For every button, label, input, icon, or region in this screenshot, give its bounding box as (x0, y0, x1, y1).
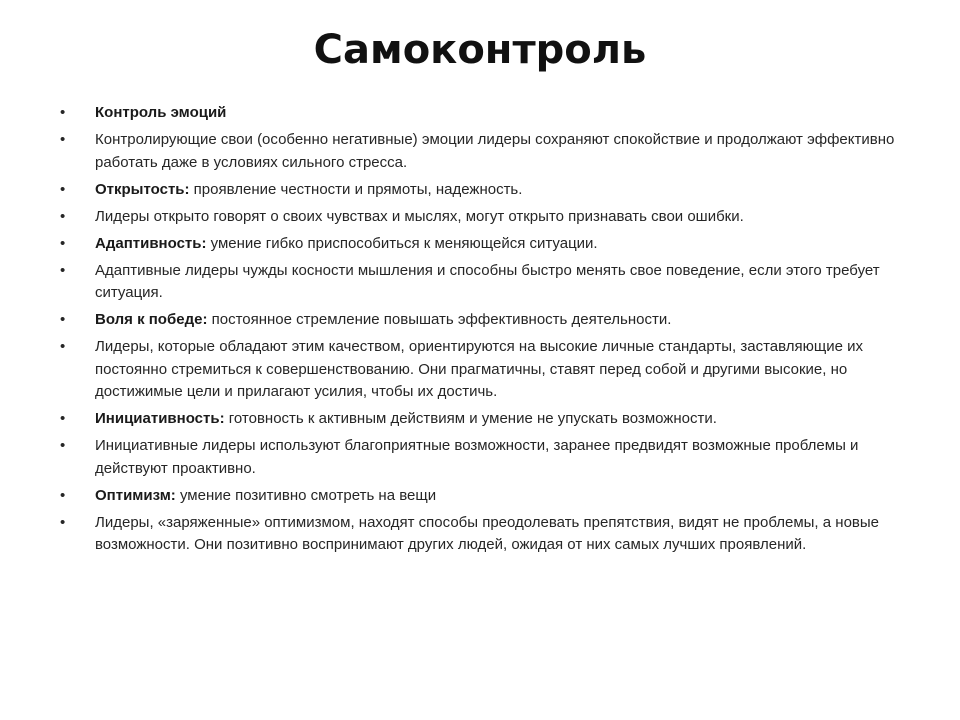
bullet-dot-icon: • (60, 410, 66, 427)
bullet-item-optimism-description (60, 512, 900, 557)
bullet-item-will-to-win (60, 309, 900, 332)
bullet-text: умение позитивно смотреть на вещи (175, 486, 437, 504)
bullet-text: Контролирующие свои (особенно негативные) эмоции лидеры сохраняют спокойствие и продолжают эффективно работать даже в условиях сильного стресса. (95, 131, 895, 171)
bullet-item-control-description (60, 129, 900, 174)
bullet-item-adaptability-description (60, 260, 900, 305)
bullet-item-will-to-win-description (60, 336, 900, 404)
bullet-heading: Открытость: (95, 180, 190, 198)
bullet-dot-icon: • (60, 104, 66, 121)
bullet-item-optimism (60, 485, 900, 508)
bullet-text: Лидеры, которые обладают этим качеством, ориентируются на высокие личные стандарты, заставляющие их постоянно стремиться к совершенствованию. Они прагматичны, ставят перед собой и другими высокие, но достижимые цели и прилагают усилия, чтобы их достичь. (95, 338, 863, 400)
bullet-text: постоянное стремление повышать эффективность деятельности. (207, 311, 672, 328)
bullet-dot-icon: • (60, 131, 66, 148)
bullet-heading: Адаптивность: (95, 234, 207, 252)
bullet-text: готовность к активным действиям и умение не упускать возможности. (224, 410, 717, 427)
bullet-dot-icon: • (60, 207, 66, 225)
bullet-text: Инициативные лидеры используют благоприятные возможности, заранее предвидят возможные проблемы и действуют проактивно. (95, 437, 859, 477)
bullet-heading: Инициативность: (95, 410, 225, 427)
bullet-item-initiative-description (60, 435, 900, 480)
bullet-heading: Воля к победе: (95, 311, 208, 328)
bullet-text: умение гибко приспособиться к меняющейся ситуации. (206, 234, 598, 252)
bullet-dot-icon: • (60, 234, 66, 252)
bullet-item-adaptability (60, 233, 900, 256)
bullet-dot-icon: • (60, 311, 66, 328)
bullet-text: Лидеры открыто говорят о своих чувствах и мыслях, могут открыто признавать свои ошибки. (95, 207, 744, 225)
bullet-dot-icon: • (60, 338, 66, 355)
bullet-text: Адаптивные лидеры чужды косности мышления и способны быстро менять свое поведение, если этого требует ситуация. (95, 261, 880, 301)
bullet-list (60, 102, 900, 561)
bullet-text: Лидеры, «заряженные» оптимизмом, находят способы преодолевать препятствия, видят не проблемы, а новые возможности. Они позитивно воспринимают других людей, ожидая от них самых лучших проявлений. (95, 513, 879, 553)
bullet-dot-icon: • (60, 486, 66, 504)
bullet-item-control-emotions (60, 102, 900, 125)
bullet-dot-icon: • (60, 261, 66, 279)
bullet-heading: Оптимизм: (95, 486, 176, 504)
bullet-dot-icon: • (60, 180, 66, 198)
slide-title: Самоконтроль (313, 27, 647, 73)
bullet-item-initiative (60, 408, 900, 431)
bullet-text: проявление честности и прямоты, надежность. (189, 180, 523, 198)
bullet-item-openness (60, 179, 900, 202)
bullet-dot-icon: • (60, 437, 66, 454)
bullet-dot-icon: • (60, 513, 66, 531)
bullet-item-openness-description (60, 206, 900, 229)
bullet-heading: Контроль эмоций (95, 104, 227, 121)
